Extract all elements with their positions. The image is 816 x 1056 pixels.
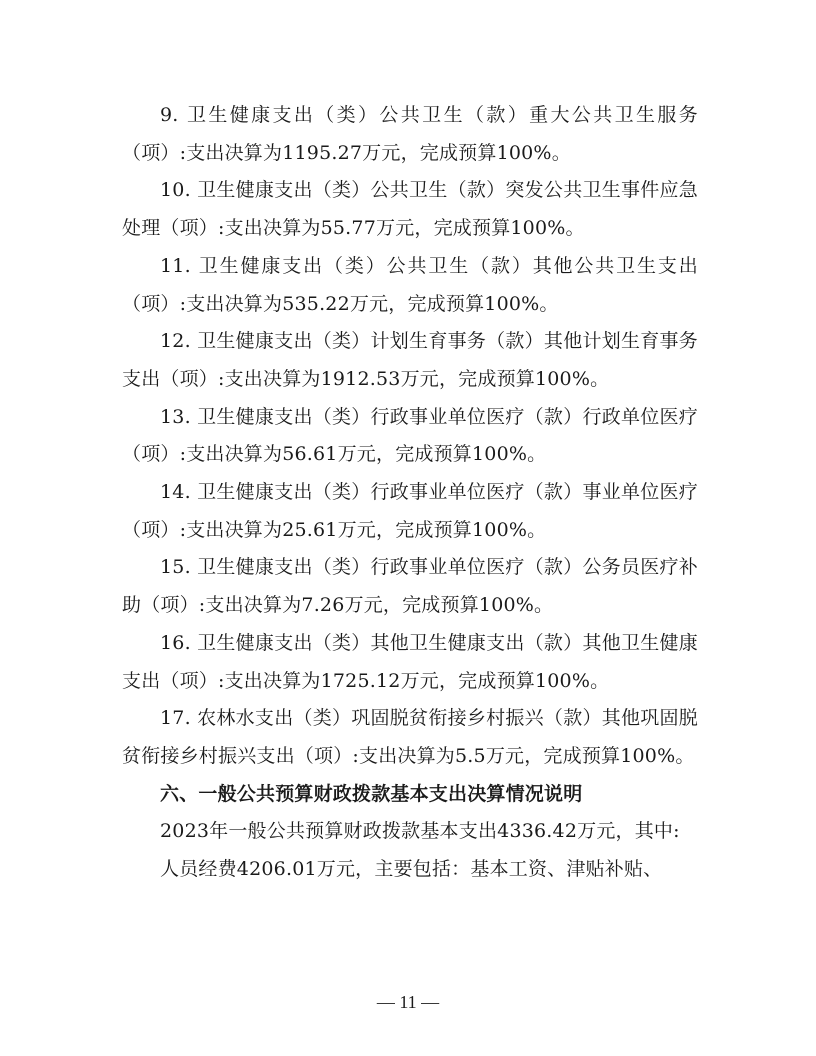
document-body: [122, 97, 698, 889]
paragraph-item-13: 13. 卫生健康支出（类）行政事业单位医疗（款）行政单位医疗（项）:支出决算为56.61万元，完成预算100%。: [122, 405, 698, 466]
paragraph-item-9: 9. 卫生健康支出（类）公共卫生（款）重大公共卫生服务（项）:支出决算为1195.27万元，完成预算100%。: [122, 104, 698, 164]
page-number: — 11 —: [376, 992, 440, 1012]
paragraph-item-12: 12. 卫生健康支出（类）计划生育事务（款）其他计划生育事务支出（项）:支出决算为1912.53万元，完成预算100%。: [122, 330, 698, 390]
paragraph-item-10: 10. 卫生健康支出（类）公共卫生（款）突发公共卫生事件应急处理（项）:支出决算为55.77万元，完成预算100%。: [122, 179, 698, 240]
paragraph-item-11: 11. 卫生健康支出（类）公共卫生（款）其他公共卫生支出（项）:支出决算为535.22万元，完成预算100%。: [122, 254, 698, 315]
section-heading: 六、一般公共预算财政拨款基本支出决算情况说明: [160, 782, 583, 805]
paragraph-item-16: 16. 卫生健康支出（类）其他卫生健康支出（款）其他卫生健康支出（项）:支出决算为1725.12万元，完成预算100%。: [122, 631, 698, 692]
paragraph-item-14: 14. 卫生健康支出（类）行政事业单位医疗（款）事业单位医疗（项）:支出决算为25.61万元，完成预算100%。: [122, 481, 698, 541]
summary-paragraph: 2023年一般公共预算财政拨款基本支出4336.42万元，其中:: [160, 820, 680, 843]
personnel-paragraph: 人员经费4206.01万元，主要包括：基本工资、津贴补贴、: [160, 858, 663, 881]
paragraph-item-15: 15. 卫生健康支出（类）行政事业单位医疗（款）公务员医疗补助（项）:支出决算为7.26万元，完成预算100%。: [122, 556, 698, 617]
paragraph-item-17: 17. 农林水支出（类）巩固脱贫衔接乡村振兴（款）其他巩固脱贫衔接乡村振兴支出（项）:支出决算为5.5万元，完成预算100%。: [122, 707, 698, 767]
